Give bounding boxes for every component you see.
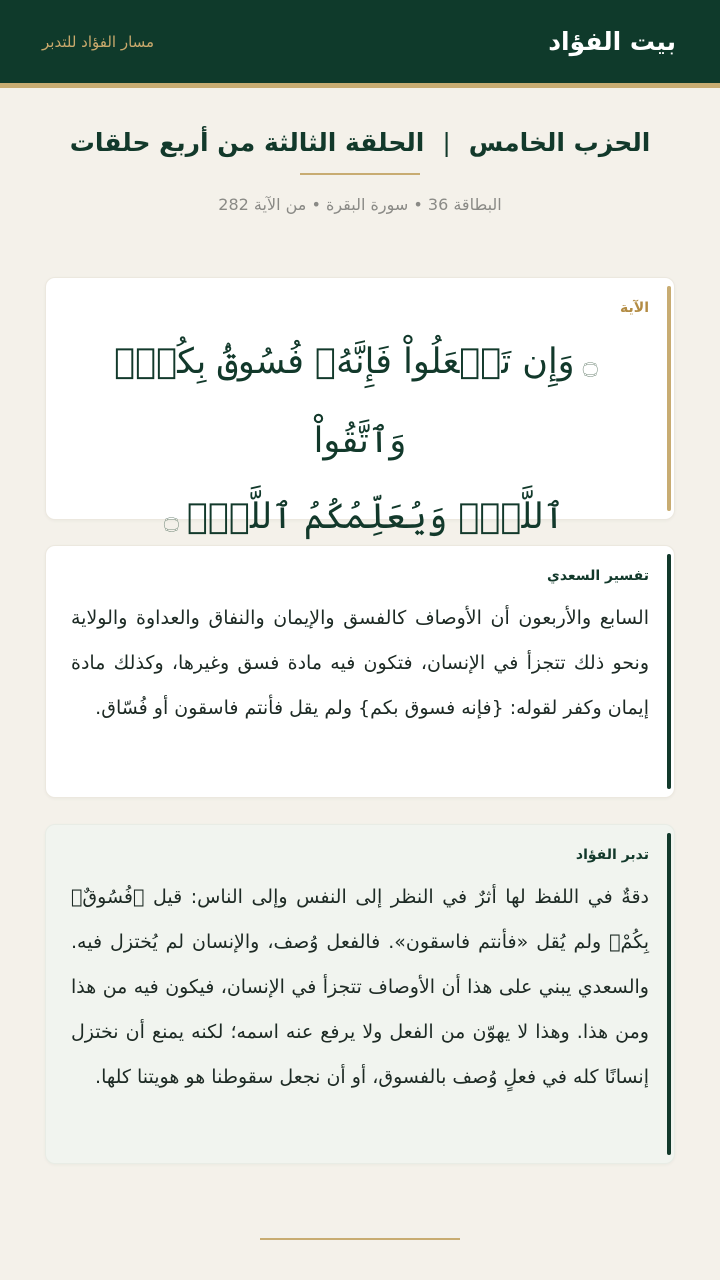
brand-title[interactable]: بيت الفؤاد (548, 27, 676, 56)
tadabbur-text: دقةٌ في اللفظ لها أثرٌ في النظر إلى النفس وإلى الناس: قيل ﴿فُسُوقٌۢ بِكُمْ﴾ ولم يُقل «فأنتم فاسقون». فالفعل وُصف، والإنسان لم يُختزل فيه. والسعدي يبني على هذا أن الأوصاف تتجزأ في الإنسان، فيكون فيه من هذا ومن هذا. وهذا لا يهوّن من الفعل ولا يرفع عنه اسمه؛ لكنه يمنع أن نختزل إنسانًا كله في فعلٍ وُصف بالفسوق، أو أن نجعل سقوطنا هو هويتنا كلها. (71, 886, 649, 1088)
verse-accent-bar (667, 286, 671, 511)
episode-title: الحلقة الثالثة من أربع حلقات (69, 128, 425, 157)
hizb-title: الحزب الخامس (468, 128, 651, 157)
tadabbur-label: تدبر الفؤاد (575, 847, 649, 863)
tafsir-accent-bar (667, 554, 671, 789)
footer-divider (260, 1238, 460, 1240)
verse-line-2: ٱللَّهَۖ وَيُعَلِّمُكُمُ ٱللَّهُۗ (186, 497, 565, 537)
tafsir-card (45, 545, 675, 798)
verse-card (45, 277, 675, 537)
verse-open-ornament-icon: ۝ (582, 350, 598, 380)
verse-line-1: وَإِن تَفۡعَلُواْ فَإِنَّهُۥ فُسُوقُۢ بِكُمۡۗ وَٱتَّقُواْ (114, 342, 575, 461)
tadabbur-accent-bar (667, 833, 671, 1155)
title-separator: | (442, 128, 451, 157)
verse-label: الآية (620, 300, 649, 316)
tadabbur-card (45, 824, 675, 1164)
verse-close-ornament-icon: ۝ (163, 505, 179, 535)
tafsir-text: السابع والأربعون أن الأوصاف كالفسق والإيمان والنفاق والعداوة والولاية ونحو ذلك تتجزأ في الإنسان، فتكون فيه مادة فسق وغيرها، وكذلك مادة إيمان وكفر لقوله: {فإنه فسوق بكم} ولم يقل فأنتم فاسقون أو فُسّاق. (71, 607, 649, 719)
lesson-title-block (0, 88, 720, 214)
verse-text (46, 316, 674, 558)
card-meta: البطاقة 36 • سورة البقرة • من الآية 282 (218, 195, 502, 214)
page-title (0, 128, 720, 157)
title-divider (300, 173, 420, 175)
path-link[interactable]: مسار الفؤاد للتدبر (42, 32, 155, 51)
app-header (0, 0, 720, 88)
tafsir-label: تفسير السعدي (547, 568, 649, 584)
